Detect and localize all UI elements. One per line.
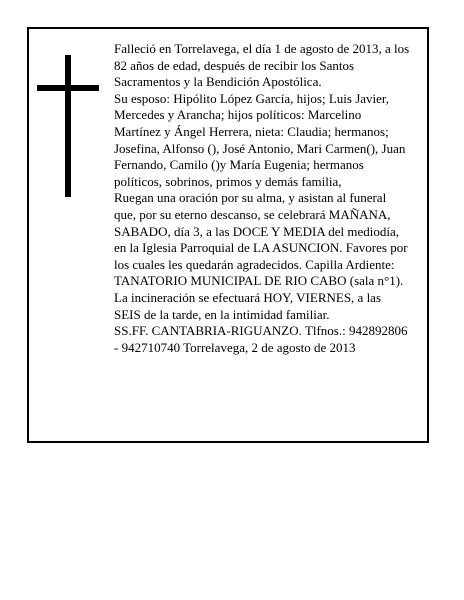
funeral-details-paragraph: Ruegan una oración por su alma, y asistan al funeral que, por su eterno descanso, se celebrará MAÑANA, SABADO, día 3, a las DOCE Y MEDIA del mediodía, en la Iglesia Parroquial de LA ASUNCION. Favores por los cuales les quedarán agradecidos. Capilla Ardiente: TANATORIO MUNICIPAL DE RIO CABO (sala n°1). La incineración se efectuará HOY, VIERNES, a las SEIS de la tarde, en la intimidad familiar.: [114, 190, 408, 322]
obituary-text: [114, 41, 410, 356]
cross-horizontal-bar: [37, 85, 99, 91]
funeral-home-contact-paragraph: SS.FF. CANTABRIA-RIGUANZO. Tlfnos.: 942892806 - 942710740 Torrelavega, 2 de agosto de 2013: [114, 323, 408, 355]
cross-vertical-bar: [65, 55, 71, 197]
family-paragraph: Su esposo: Hipólito López García, hijos; Luis Javier, Mercedes y Arancha; hijos políticos: Marcelino Martínez y Ángel Herrera, nieta: Claudia; hermanos; Josefina, Alfonso (), José Antonio, Mari Carmen(), Juan Fernando, Camilo ()y María Eugenia; hermanos políticos, sobrinos, primos y demás familia,: [114, 90, 406, 189]
latin-cross-icon: [37, 55, 99, 197]
death-announcement-paragraph: Falleció en Torrelavega, el día 1 de agosto de 2013, a los 82 años de edad, después de recibir los Santos Sacramentos y la Bendición Apostólica.: [114, 41, 410, 90]
